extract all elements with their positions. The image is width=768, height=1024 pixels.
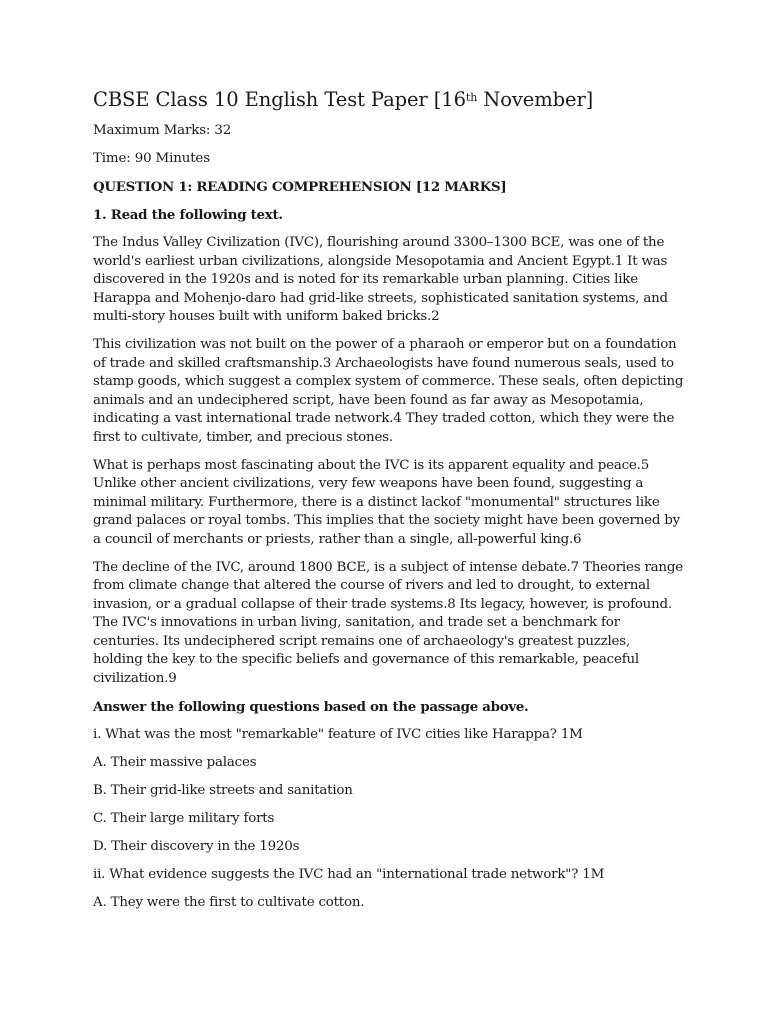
passage-paragraph <box>93 336 684 447</box>
question-heading: QUESTION 1: READING COMPREHENSION [12 MARKS] <box>93 179 507 195</box>
text-line: first to cultivate, timber, and precious stones. <box>93 429 393 445</box>
text-line: Unlike other ancient civilizations, very few weapons have been found, suggesting a <box>93 476 644 491</box>
title-superscript: th <box>465 91 478 104</box>
text-line: invasion, or a gradual collapse of their trade systems.8 Its legacy, however, is profound. <box>93 596 672 612</box>
answer-heading: Answer the following questions based on the passage above. <box>93 698 529 715</box>
option-c: C. Their large military forts <box>93 810 275 826</box>
text-line: world's earliest urban civilizations, alongside Mesopotamia and Ancient Egypt.1 It was <box>93 253 668 269</box>
text-line: This civilization was not built on the power of a pharaoh or emperor but on a foundation <box>93 337 677 352</box>
text-line: multi-story houses built with uniform baked bricks.2 <box>93 309 440 324</box>
text-line: of trade and skilled craftsmanship.3 Archaeologists have found numerous seals, used to <box>93 355 674 371</box>
option-a: A. They were the first to cultivate cotton. <box>93 894 365 910</box>
title-text: CBSE Class 10 English Test Paper [16 <box>93 88 466 111</box>
time-limit: Time: 90 Minutes <box>93 151 210 166</box>
text-line: stamp goods, which suggest a complex system of commerce. These seals, often depicting <box>93 374 684 389</box>
text-line: What is perhaps most fascinating about the IVC is its apparent equality and peace.5 <box>93 457 650 473</box>
question-1: i. What was the most "remarkable" feature of IVC cities like Harappa? 1M <box>93 726 583 742</box>
text-line: a council of merchants or priests, rather than a single, all-powerful king.6 <box>93 531 582 547</box>
option-b: B. Their grid-like streets and sanitation <box>93 782 353 798</box>
passage-paragraph <box>93 234 678 327</box>
question-2: ii. What evidence suggests the IVC had an "international trade network"? 1M <box>93 866 605 882</box>
text-line: from climate change that altered the course of rivers and led to drought, to external <box>93 578 651 593</box>
text-line: civilization.9 <box>93 670 177 686</box>
text-line: animals and an undeciphered script, have been found as far away as Mesopotamia, <box>93 392 644 408</box>
text-line: minimal military. Furthermore, there is a distinct lackof "monumental" structures like <box>93 494 660 510</box>
instruction: 1. Read the following text. <box>93 207 283 223</box>
text-line: The decline of the IVC, around 1800 BCE, is a subject of intense debate.7 Theories range <box>93 559 683 575</box>
page-title <box>93 88 768 112</box>
option-a: A. Their massive palaces <box>93 754 257 770</box>
passage-paragraph <box>93 559 683 689</box>
title-text-end: November] <box>477 88 594 111</box>
option-d: D. Their discovery in the 1920s <box>93 838 300 854</box>
max-marks: Maximum Marks: 32 <box>93 123 232 138</box>
text-line: The IVC's innovations in urban living, sanitation, and trade set a benchmark for <box>93 615 620 630</box>
text-line: Harappa and Mohenjo-daro had grid-like streets, sophisticated sanitation systems, and <box>93 290 668 306</box>
text-line: discovered in the 1920s and is noted for its remarkable urban planning. Cities like <box>93 272 638 287</box>
passage <box>93 234 768 688</box>
text-line: holding the key to the specific beliefs and governance of this remarkable, peaceful <box>93 652 639 667</box>
text-line: indicating a vast international trade network.4 They traded cotton, which they were the <box>93 411 675 426</box>
text-line: The Indus Valley Civilization (IVC), flourishing around 3300–1300 BCE, was one of the <box>93 235 665 250</box>
text-line: centuries. Its undeciphered script remains one of archaeology's greatest puzzles, <box>93 633 631 649</box>
passage-paragraph <box>93 457 681 550</box>
text-line: grand palaces or royal tombs. This implies that the society might have been governed by <box>93 513 681 528</box>
